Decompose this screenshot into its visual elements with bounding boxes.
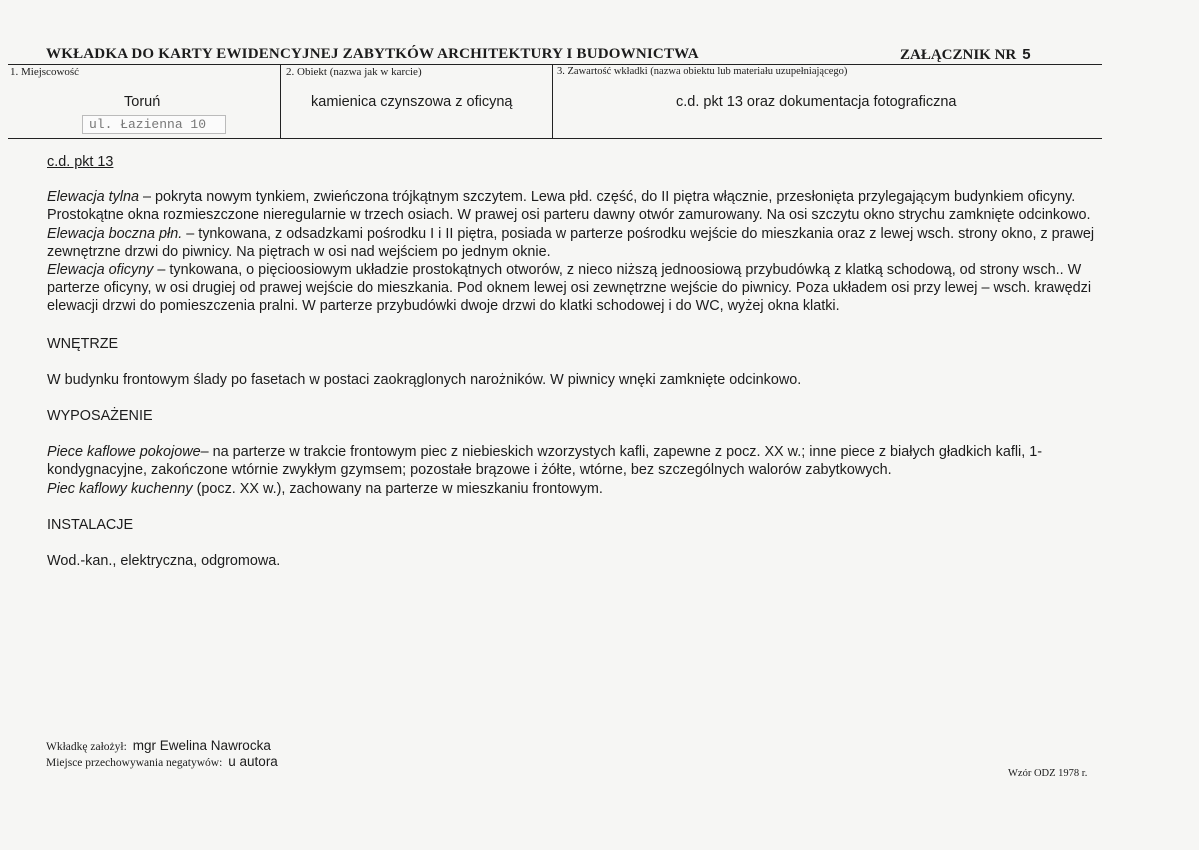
side-elevation-paragraph xyxy=(47,225,1097,261)
section-heading: c.d. pkt 13 xyxy=(47,154,114,170)
room-stoves-term: Piece kaflowe pokojowe xyxy=(47,444,201,461)
annex-elevation-term: Elewacja oficyny xyxy=(47,262,154,279)
installations-text: Wod.-kan., elektryczna, odgromowa. xyxy=(47,553,281,570)
kitchen-stove-text: (pocz. XX w.), zachowany na parterze w mieszkaniu frontowym. xyxy=(192,480,603,497)
author-value: mgr Ewelina Nawrocka xyxy=(132,738,271,753)
annex-elevation-paragraph xyxy=(47,261,1097,316)
column-divider-2 xyxy=(552,64,553,138)
room-stoves-paragraph xyxy=(47,443,1097,479)
contents-value: c.d. pkt 13 oraz dokumentacja fotograficzna xyxy=(676,94,957,110)
rear-elevation-term: Elewacja tylna xyxy=(47,189,139,206)
installations-heading: INSTALACJE xyxy=(47,516,134,533)
form-title: WKŁADKA DO KARTY EWIDENCYJNEJ ZABYTKÓW ARCHITEKTURY I BUDOWNICTWA xyxy=(46,46,699,62)
annex-elevation-text: – tynkowana, o pięcioosiowym układzie prostokątnych otworów, z nieco niższą jednoosiową przybudówką z klatką schodową, od strony wsch.. W parterze oficyny, w osi drugiej od prawej wejście do mieszkania. Pod oknem lewej osi zewnętrzne wejście do piwnicy. Poza układem osi przy lewej – wsch. krawędzi elewacji drzwi do pomieszczenia pralni. W parterze przybudówki dwoje drzwi do klatki schodowej i do WC, wyżej okna klatki. xyxy=(47,262,1092,315)
column-divider-1 xyxy=(280,64,281,138)
object-value: kamienica czynszowa z oficyną xyxy=(311,94,513,110)
author-label: Wkładkę założył: xyxy=(46,741,127,753)
side-elevation-text: – tynkowana, z odsadzkami pośrodku I i II piętra, posiada w parterze pośrodku wejście do mieszkania oraz z lewej wsch. strony okno, z prawej zewnętrzne drzwi do piwnicy. Na piętrach w osi nad wejściem po jednym oknie. xyxy=(47,225,1095,260)
side-elevation-term: Elewacja boczna płn. xyxy=(47,225,183,242)
kitchen-stove-term: Piec kaflowy kuchenny xyxy=(47,480,193,497)
locality-label: 1. Miejscowość xyxy=(10,66,80,78)
interior-heading: WNĘTRZE xyxy=(47,335,119,352)
interior-text: W budynku frontowym ślady po fasetach w postaci zaokrąglonych narożników. W piwnicy wnęki zamknięte odcinkowo. xyxy=(47,371,802,388)
object-label: 2. Obiekt (nazwa jak w karcie) xyxy=(286,66,422,78)
negatives-label: Miejsce przechowywania negatywów: xyxy=(46,757,223,769)
annex-number-value: 5 xyxy=(1022,46,1031,63)
annex-label: ZAŁĄCZNIK NR xyxy=(900,47,1017,63)
furnishings-heading: WYPOSAŻENIE xyxy=(47,408,153,425)
header-top-rule xyxy=(8,64,1102,65)
form-pattern-note: Wzór ODZ 1978 r. xyxy=(1008,768,1088,779)
address-stamp: ul. Łazienna 10 xyxy=(82,115,226,134)
negatives-line xyxy=(46,753,278,771)
locality-value: Toruń xyxy=(124,94,161,110)
rear-elevation-paragraph xyxy=(47,188,1097,224)
header-bottom-rule xyxy=(8,138,1102,139)
rear-elevation-text: – pokryta nowym tynkiem, zwieńczona trójkątnym szczytem. Lewa płd. część, do II piętra włącznie, przesłonięta przylegającym budynkiem oficyny. Prostokątne okna rozmieszczone nieregularnie w trzech osiach. W prawej osi parteru dawny otwór zamurowany. Na osi szczytu okno strychu zamknięte odcinkowo. xyxy=(47,189,1091,224)
negatives-value: u autora xyxy=(228,754,278,769)
record-content xyxy=(47,153,1097,570)
contents-label: 3. Zawartość wkładki (nazwa obiektu lub materiału uzupełniającego) xyxy=(557,66,848,77)
kitchen-stove-paragraph xyxy=(47,480,1097,498)
room-stoves-text: – na parterze w trakcie frontowym piec z niebieskich wzorzystych kafli, zapewne z pocz. XX w.; inne piece z białych gładkich kafli, 1-kondygnacyjne, zakończone wtórnie zwykłym gzymsem; pozostałe brązowe i żółte, wtórne, bez szczególnych walorów zabytkowych. xyxy=(47,444,1043,479)
annex-number xyxy=(900,46,1031,64)
